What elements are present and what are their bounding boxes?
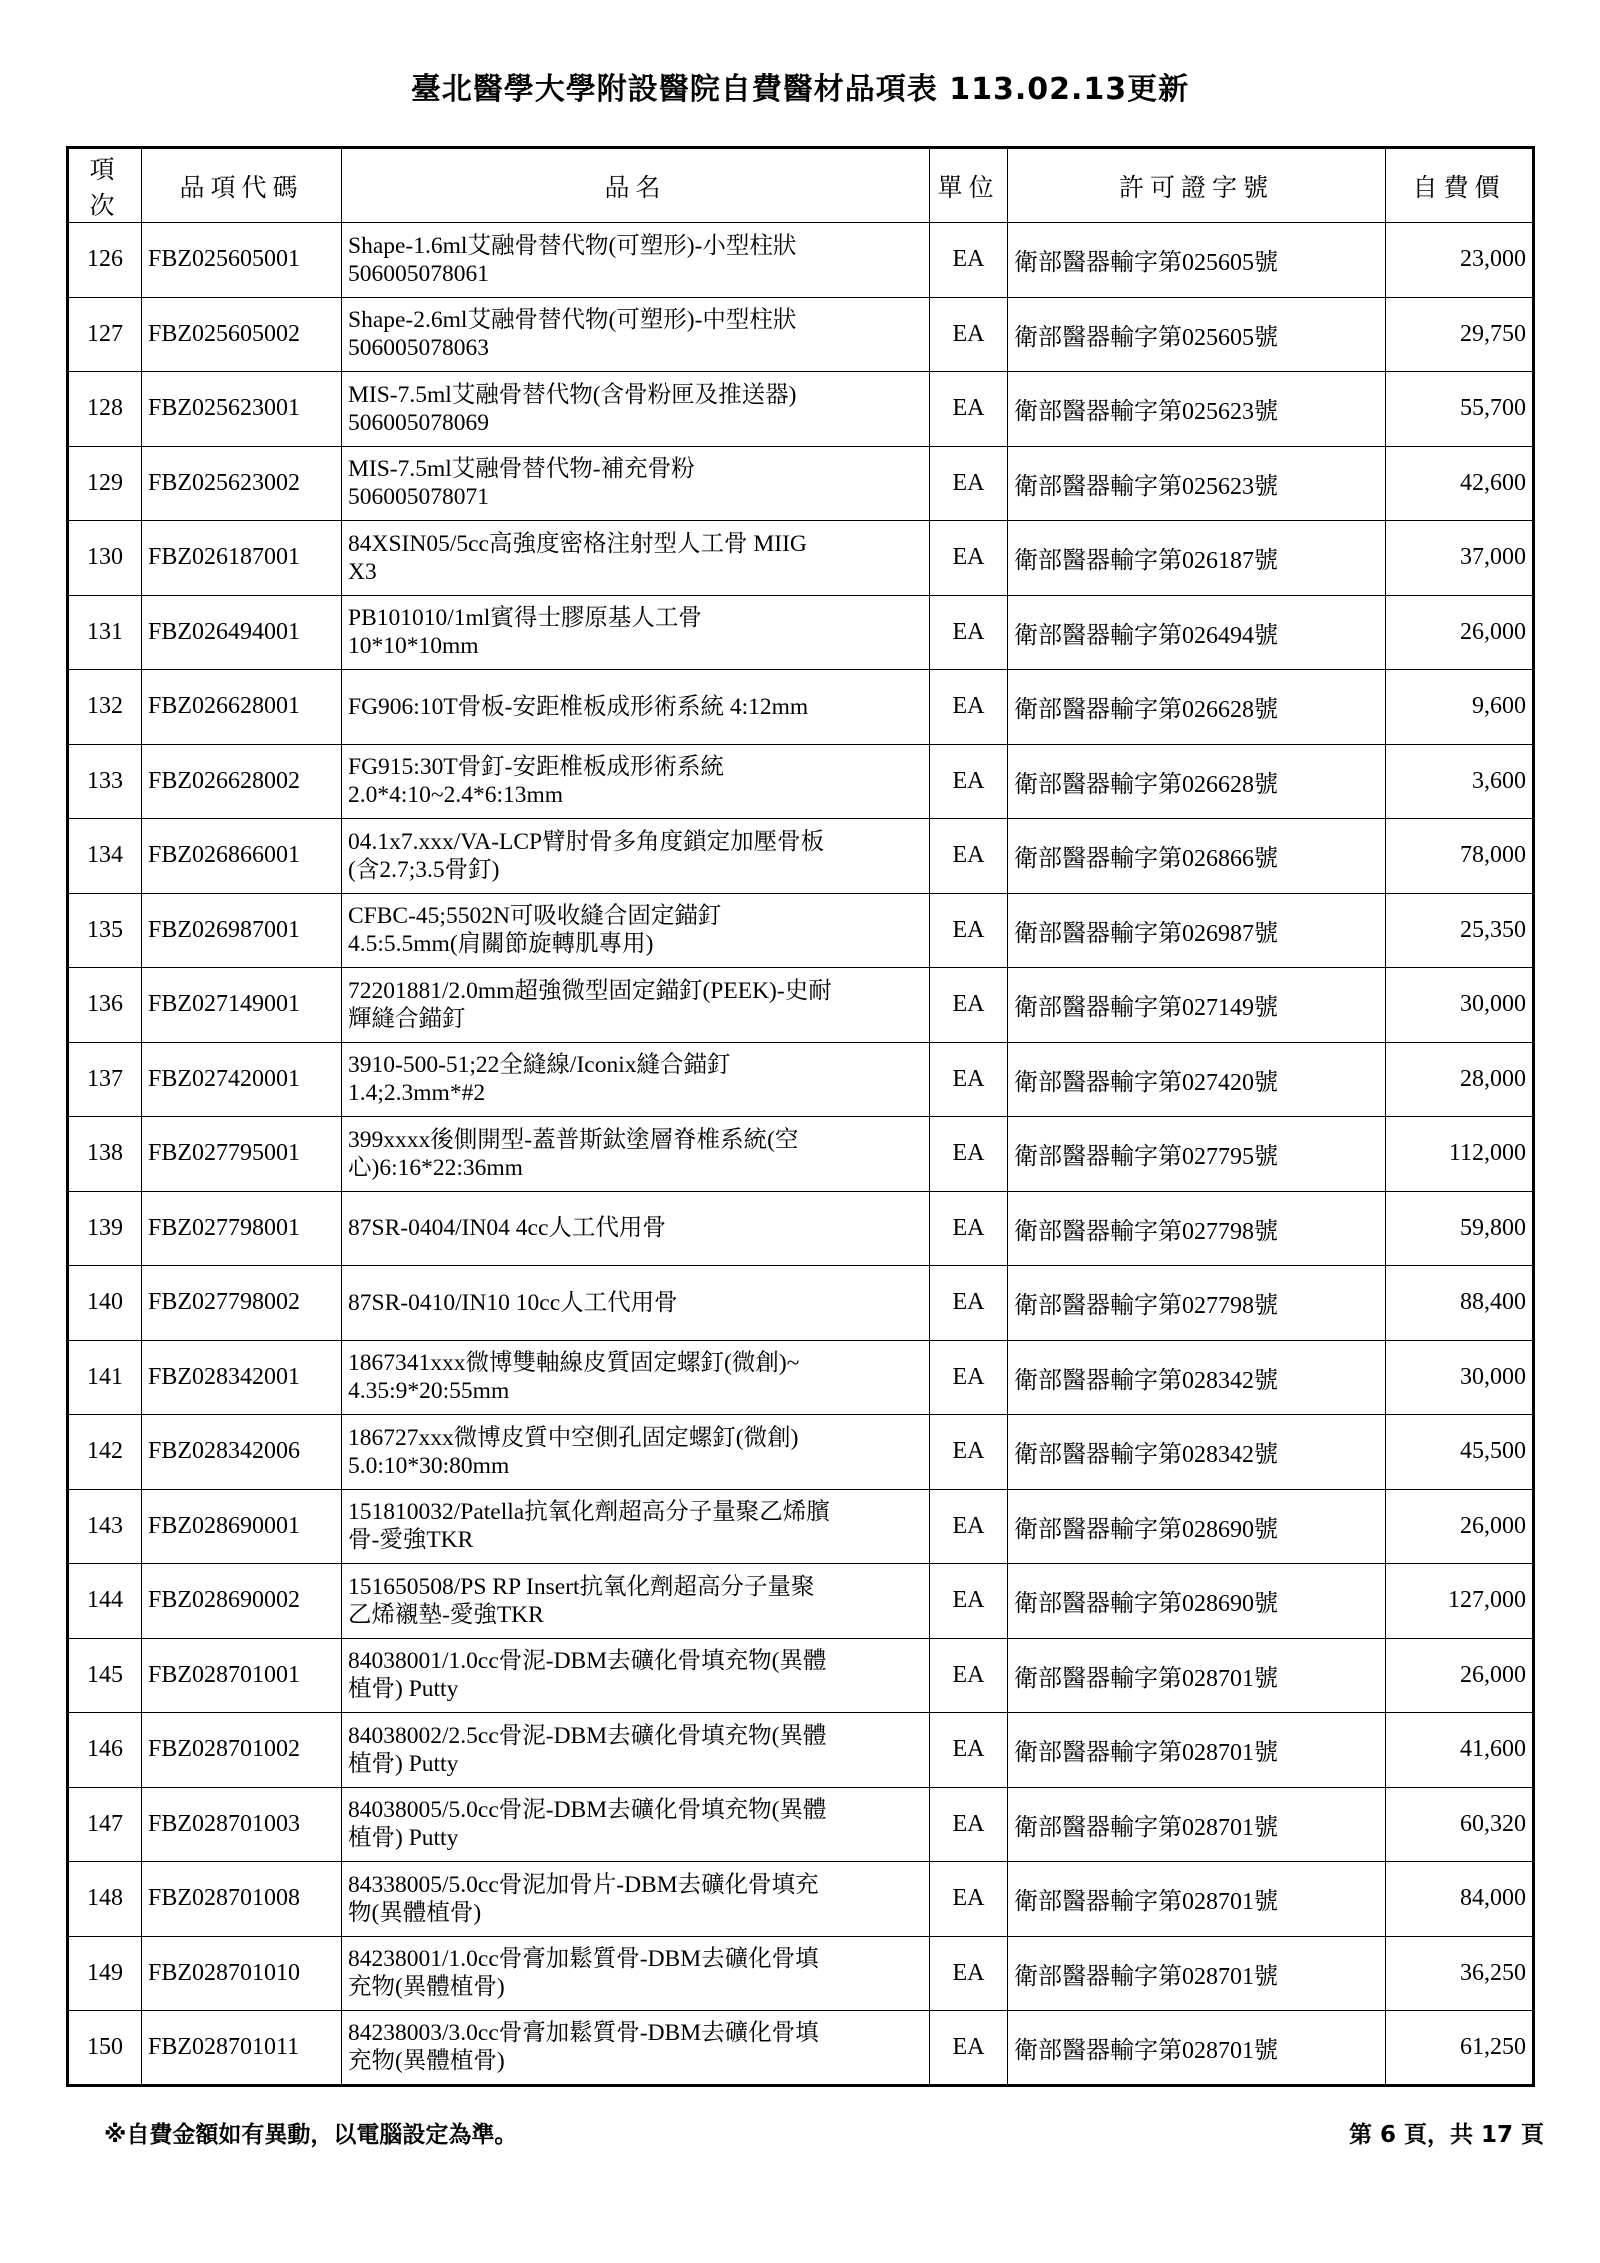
item-code-cell: FBZ027795001 <box>142 1117 342 1192</box>
license-cell: 衛部醫器輸字第028342號 <box>1008 1415 1386 1490</box>
price-cell: 26,000 <box>1386 1638 1534 1713</box>
table-row <box>68 1117 1534 1192</box>
item-name-cell <box>342 744 930 819</box>
item-name-cell <box>342 968 930 1043</box>
price-cell: 41,600 <box>1386 1713 1534 1788</box>
license-cell: 衛部醫器輸字第028690號 <box>1008 1489 1386 1564</box>
item-code-cell: FBZ026866001 <box>142 819 342 894</box>
item-name-line: 151810032/Patella抗氧化劑超高分子量聚乙烯臏 <box>348 1499 830 1526</box>
item-code-cell: FBZ028701008 <box>142 1862 342 1937</box>
unit-cell: EA <box>930 1042 1008 1117</box>
price-cell: 25,350 <box>1386 893 1534 968</box>
license-cell: 衛部醫器輸字第026187號 <box>1008 521 1386 596</box>
price-cell: 23,000 <box>1386 223 1534 298</box>
item-name-cell <box>342 1862 930 1937</box>
item-code-cell: FBZ027798002 <box>142 1266 342 1341</box>
item-name-line: 84038002/2.5cc骨泥-DBM去礦化骨填充物(異體 <box>348 1722 827 1749</box>
item-name-line: 84338005/5.0cc骨泥加骨片-DBM去礦化骨填充 <box>348 1871 819 1898</box>
item-name-cell <box>342 372 930 447</box>
item-name-cell <box>342 1340 930 1415</box>
price-cell: 30,000 <box>1386 1340 1534 1415</box>
item-name-cell <box>342 1564 930 1639</box>
table-row <box>68 1564 1534 1639</box>
item-code-cell: FBZ028690001 <box>142 1489 342 1564</box>
unit-cell: EA <box>930 744 1008 819</box>
item-name-line: 植骨) Putty <box>348 1750 459 1777</box>
price-cell: 36,250 <box>1386 1936 1534 2011</box>
item-name-line: 物(異體植骨) <box>348 1899 482 1926</box>
table-row <box>68 1415 1534 1490</box>
table-row <box>68 893 1534 968</box>
item-name-line: 84038001/1.0cc骨泥-DBM去礦化骨填充物(異體 <box>348 1648 827 1675</box>
table-row <box>68 2011 1534 2086</box>
price-cell: 61,250 <box>1386 2011 1534 2086</box>
item-name-line: 2.0*4:10~2.4*6:13mm <box>348 782 564 809</box>
item-code-cell: FBZ028690002 <box>142 1564 342 1639</box>
item-name-cell <box>342 446 930 521</box>
item-no-cell: 150 <box>68 2011 142 2086</box>
item-no-cell: 134 <box>68 819 142 894</box>
table-row <box>68 1340 1534 1415</box>
price-cell: 84,000 <box>1386 1862 1534 1937</box>
license-cell: 衛部醫器輸字第028342號 <box>1008 1340 1386 1415</box>
item-no-cell: 147 <box>68 1787 142 1862</box>
item-no-cell: 137 <box>68 1042 142 1117</box>
unit-cell: EA <box>930 372 1008 447</box>
table-row <box>68 670 1534 745</box>
unit-cell: EA <box>930 1787 1008 1862</box>
header-unit: 單位 <box>930 148 1008 223</box>
item-name-line: 506005078063 <box>348 335 489 362</box>
page-number: 第 6 頁，共 17 頁 <box>1348 2122 1544 2148</box>
header-item-no: 項次 <box>68 148 142 223</box>
license-cell: 衛部醫器輸字第028701號 <box>1008 1638 1386 1713</box>
item-code-cell: FBZ028701011 <box>142 2011 342 2086</box>
unit-cell: EA <box>930 1117 1008 1192</box>
item-name-line: Shape-2.6ml艾融骨替代物(可塑形)-中型柱狀 <box>348 307 797 334</box>
item-name-line: 骨-愛強TKR <box>348 1527 474 1554</box>
item-name-line: 充物(異體植骨) <box>348 2048 505 2075</box>
unit-cell: EA <box>930 1862 1008 1937</box>
unit-cell: EA <box>930 1489 1008 1564</box>
item-code-cell: FBZ025623002 <box>142 446 342 521</box>
item-no-cell: 149 <box>68 1936 142 2011</box>
item-no-cell: 142 <box>68 1415 142 1490</box>
item-name-line: 84238001/1.0cc骨膏加鬆質骨-DBM去礦化骨填 <box>348 1946 819 1973</box>
item-name-cell <box>342 223 930 298</box>
table-row <box>68 1638 1534 1713</box>
item-no-cell: 136 <box>68 968 142 1043</box>
table-row <box>68 968 1534 1043</box>
unit-cell: EA <box>930 819 1008 894</box>
unit-cell: EA <box>930 297 1008 372</box>
item-code-cell: FBZ028342006 <box>142 1415 342 1490</box>
item-name-cell <box>342 297 930 372</box>
item-no-cell: 145 <box>68 1638 142 1713</box>
table-row <box>68 1266 1534 1341</box>
item-no-cell: 139 <box>68 1191 142 1266</box>
unit-cell: EA <box>930 1713 1008 1788</box>
item-name-cell <box>342 819 930 894</box>
item-code-cell: FBZ027149001 <box>142 968 342 1043</box>
item-name-line: 5.0:10*30:80mm <box>348 1452 510 1479</box>
header-item-name: 品名 <box>342 148 930 223</box>
table-header-row <box>68 148 1534 223</box>
license-cell: 衛部醫器輸字第026628號 <box>1008 744 1386 819</box>
table-row <box>68 1489 1534 1564</box>
item-name-line: 充物(異體植骨) <box>348 1974 505 2001</box>
license-cell: 衛部醫器輸字第026866號 <box>1008 819 1386 894</box>
table-row <box>68 595 1534 670</box>
header-item-code: 品項代碼 <box>142 148 342 223</box>
item-name-line: MIS-7.5ml艾融骨替代物(含骨粉匣及推送器) <box>348 381 797 408</box>
license-cell: 衛部醫器輸字第027798號 <box>1008 1266 1386 1341</box>
item-code-cell: FBZ028342001 <box>142 1340 342 1415</box>
item-name-cell <box>342 1489 930 1564</box>
price-cell: 28,000 <box>1386 1042 1534 1117</box>
item-name-line: CFBC-45;5502N可吸收縫合固定錨釘 <box>348 903 722 930</box>
license-cell: 衛部醫器輸字第025605號 <box>1008 223 1386 298</box>
price-cell: 59,800 <box>1386 1191 1534 1266</box>
item-name-cell <box>342 1713 930 1788</box>
license-cell: 衛部醫器輸字第025623號 <box>1008 446 1386 521</box>
license-cell: 衛部醫器輸字第027420號 <box>1008 1042 1386 1117</box>
unit-cell: EA <box>930 968 1008 1043</box>
unit-cell: EA <box>930 595 1008 670</box>
unit-cell: EA <box>930 223 1008 298</box>
item-name-line: 心)6:16*22:36mm <box>348 1154 523 1181</box>
license-cell: 衛部醫器輸字第027795號 <box>1008 1117 1386 1192</box>
item-no-cell: 127 <box>68 297 142 372</box>
license-cell: 衛部醫器輸字第025623號 <box>1008 372 1386 447</box>
item-name-line: 植骨) Putty <box>348 1676 459 1703</box>
unit-cell: EA <box>930 1564 1008 1639</box>
price-cell: 55,700 <box>1386 372 1534 447</box>
unit-cell: EA <box>930 1191 1008 1266</box>
item-name-cell <box>342 1117 930 1192</box>
item-name-line: 1867341xxx微博雙軸線皮質固定螺釘(微創)~ <box>348 1350 800 1377</box>
price-cell: 45,500 <box>1386 1415 1534 1490</box>
unit-cell: EA <box>930 521 1008 596</box>
table-row <box>68 297 1534 372</box>
license-cell: 衛部醫器輸字第027798號 <box>1008 1191 1386 1266</box>
item-code-cell: FBZ027798001 <box>142 1191 342 1266</box>
item-no-cell: 132 <box>68 670 142 745</box>
license-cell: 衛部醫器輸字第028690號 <box>1008 1564 1386 1639</box>
license-cell: 衛部醫器輸字第028701號 <box>1008 2011 1386 2086</box>
item-name-line: 506005078071 <box>348 484 489 511</box>
table-row <box>68 1191 1534 1266</box>
price-cell: 37,000 <box>1386 521 1534 596</box>
item-no-cell: 146 <box>68 1713 142 1788</box>
table-row <box>68 446 1534 521</box>
table-row <box>68 1936 1534 2011</box>
header-license: 許可證字號 <box>1008 148 1386 223</box>
license-cell: 衛部醫器輸字第028701號 <box>1008 1936 1386 2011</box>
item-code-cell: FBZ028701003 <box>142 1787 342 1862</box>
table-row <box>68 819 1534 894</box>
item-name-line: FG915:30T骨釘-安距椎板成形術系統 <box>348 754 724 781</box>
item-no-cell: 129 <box>68 446 142 521</box>
item-no-cell: 144 <box>68 1564 142 1639</box>
item-name-line: PB101010/1ml賓得士膠原基人工骨 <box>348 605 702 632</box>
price-cell: 112,000 <box>1386 1117 1534 1192</box>
item-name-line: 87SR-0410/IN10 10cc人工代用骨 <box>348 1289 678 1316</box>
item-name-line: 乙烯襯墊-愛強TKR <box>348 1601 544 1628</box>
item-name-line: 1.4;2.3mm*#2 <box>348 1080 486 1107</box>
item-name-line: 506005078069 <box>348 409 489 436</box>
item-name-line: 151650508/PS RP Insert抗氧化劑超高分子量聚 <box>348 1573 815 1600</box>
price-cell: 60,320 <box>1386 1787 1534 1862</box>
item-no-cell: 143 <box>68 1489 142 1564</box>
license-cell: 衛部醫器輸字第026987號 <box>1008 893 1386 968</box>
unit-cell: EA <box>930 1415 1008 1490</box>
license-cell: 衛部醫器輸字第026628號 <box>1008 670 1386 745</box>
item-name-line: (含2.7;3.5骨釘) <box>348 856 500 883</box>
table-row <box>68 521 1534 596</box>
item-no-cell: 135 <box>68 893 142 968</box>
license-cell: 衛部醫器輸字第025605號 <box>1008 297 1386 372</box>
item-name-line: 84038005/5.0cc骨泥-DBM去礦化骨填充物(異體 <box>348 1797 827 1824</box>
item-code-cell: FBZ028701002 <box>142 1713 342 1788</box>
item-no-cell: 131 <box>68 595 142 670</box>
page-title: 臺北醫學大學附設醫院自費醫材品項表 113.02.13更新 <box>410 72 1190 107</box>
item-no-cell: 130 <box>68 521 142 596</box>
price-cell: 29,750 <box>1386 297 1534 372</box>
unit-cell: EA <box>930 446 1008 521</box>
item-name-cell <box>342 1787 930 1862</box>
table-row <box>68 1787 1534 1862</box>
item-name-line: 186727xxx微博皮質中空側孔固定螺釘(微創) <box>348 1424 799 1451</box>
table-row <box>68 1042 1534 1117</box>
unit-cell: EA <box>930 1266 1008 1341</box>
items-table <box>66 146 1535 2087</box>
item-code-cell: FBZ026628002 <box>142 744 342 819</box>
header-price: 自費價 <box>1386 148 1534 223</box>
price-cell: 42,600 <box>1386 446 1534 521</box>
item-code-cell: FBZ026628001 <box>142 670 342 745</box>
item-code-cell: FBZ025605002 <box>142 297 342 372</box>
unit-cell: EA <box>930 1340 1008 1415</box>
unit-cell: EA <box>930 2011 1008 2086</box>
item-code-cell: FBZ025623001 <box>142 372 342 447</box>
price-cell: 78,000 <box>1386 819 1534 894</box>
license-cell: 衛部醫器輸字第028701號 <box>1008 1787 1386 1862</box>
item-no-cell: 140 <box>68 1266 142 1341</box>
price-cell: 9,600 <box>1386 670 1534 745</box>
item-name-cell <box>342 893 930 968</box>
item-name-line: 10*10*10mm <box>348 633 479 660</box>
item-name-line: 輝縫合錨釘 <box>348 1005 466 1032</box>
price-cell: 88,400 <box>1386 1266 1534 1341</box>
item-name-line: MIS-7.5ml艾融骨替代物-補充骨粉 <box>348 456 695 483</box>
item-name-line: 4.35:9*20:55mm <box>348 1378 510 1405</box>
item-no-cell: 126 <box>68 223 142 298</box>
item-name-cell <box>342 521 930 596</box>
item-code-cell: FBZ026494001 <box>142 595 342 670</box>
item-name-line: 04.1x7.xxx/VA-LCP臂肘骨多角度鎖定加壓骨板 <box>348 828 825 855</box>
item-no-cell: 138 <box>68 1117 142 1192</box>
price-cell: 26,000 <box>1386 1489 1534 1564</box>
item-no-cell: 128 <box>68 372 142 447</box>
item-name-cell <box>342 1638 930 1713</box>
footer-note: ※自費金額如有異動，以電腦設定為準。 <box>104 2122 518 2148</box>
price-cell: 127,000 <box>1386 1564 1534 1639</box>
license-cell: 衛部醫器輸字第027149號 <box>1008 968 1386 1043</box>
table-row <box>68 223 1534 298</box>
unit-cell: EA <box>930 893 1008 968</box>
price-cell: 26,000 <box>1386 595 1534 670</box>
item-code-cell: FBZ027420001 <box>142 1042 342 1117</box>
table-row <box>68 1862 1534 1937</box>
price-cell: 30,000 <box>1386 968 1534 1043</box>
table-row <box>68 372 1534 447</box>
item-name-line: FG906:10T骨板-安距椎板成形術系統 4:12mm <box>348 693 809 720</box>
item-name-line: 506005078061 <box>348 260 489 287</box>
item-name-cell <box>342 1042 930 1117</box>
license-cell: 衛部醫器輸字第026494號 <box>1008 595 1386 670</box>
item-code-cell: FBZ026187001 <box>142 521 342 596</box>
item-code-cell: FBZ026987001 <box>142 893 342 968</box>
item-name-line: 399xxxx後側開型-蓋普斯鈦塗層脊椎系統(空 <box>348 1126 799 1153</box>
unit-cell: EA <box>930 1936 1008 2011</box>
license-cell: 衛部醫器輸字第028701號 <box>1008 1862 1386 1937</box>
table-row <box>68 1713 1534 1788</box>
item-name-cell <box>342 1266 930 1341</box>
item-code-cell: FBZ028701010 <box>142 1936 342 2011</box>
table-row <box>68 744 1534 819</box>
unit-cell: EA <box>930 1638 1008 1713</box>
item-name-line: 植骨) Putty <box>348 1825 459 1852</box>
item-name-line: 87SR-0404/IN04 4cc人工代用骨 <box>348 1215 666 1242</box>
item-name-cell <box>342 1936 930 2011</box>
item-name-cell <box>342 595 930 670</box>
item-name-cell <box>342 1191 930 1266</box>
item-code-cell: FBZ025605001 <box>142 223 342 298</box>
item-name-cell <box>342 2011 930 2086</box>
item-name-line: X3 <box>348 558 377 585</box>
item-no-cell: 148 <box>68 1862 142 1937</box>
item-name-line: 72201881/2.0mm超強微型固定錨釘(PEEK)-史耐 <box>348 977 832 1004</box>
item-name-line: 3910-500-51;22全縫線/Iconix縫合錨釘 <box>348 1052 731 1079</box>
item-name-cell <box>342 670 930 745</box>
item-no-cell: 133 <box>68 744 142 819</box>
item-name-line: Shape-1.6ml艾融骨替代物(可塑形)-小型柱狀 <box>348 232 797 259</box>
item-no-cell: 141 <box>68 1340 142 1415</box>
price-cell: 3,600 <box>1386 744 1534 819</box>
license-cell: 衛部醫器輸字第028701號 <box>1008 1713 1386 1788</box>
item-name-line: 4.5:5.5mm(肩關節旋轉肌專用) <box>348 931 654 958</box>
item-code-cell: FBZ028701001 <box>142 1638 342 1713</box>
unit-cell: EA <box>930 670 1008 745</box>
item-name-line: 84XSIN05/5cc高強度密格注射型人工骨 MIIG <box>348 530 807 557</box>
item-name-cell <box>342 1415 930 1490</box>
item-name-line: 84238003/3.0cc骨膏加鬆質骨-DBM去礦化骨填 <box>348 2020 819 2047</box>
